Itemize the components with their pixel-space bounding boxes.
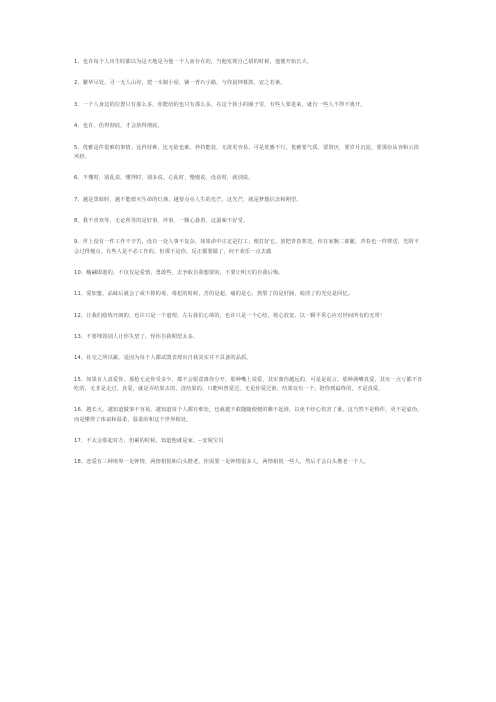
paragraph-11: 11、爱如蜜，品味后就会了戒不掉的毒，毒犯的时候，苦的是超，痛的是心，熬裂了的是肝肠，暗淡了的光亮是回忆。	[74, 291, 354, 298]
paragraph-18: 18、恋爱有三种境界一见钟情，两情相悦和白头偕老。你需要一见钟情很多人，两情相悦一些人，然后才会白头偕老一个人。	[74, 459, 370, 466]
paragraph-4: 4、也许，伤得彻底，才会放得彻底。	[74, 123, 163, 130]
paragraph-13: 13、不要埋怨别人让你失望了，怪你自我期望太多。	[74, 334, 199, 341]
paragraph-12: 12、让我们励炼开朗的，也许只是一个道理，左右我们心境的，也许只是一个心结。将心放宽，以一颗平常心应对世间所有的无常！	[74, 312, 386, 319]
paragraph-3: 3、一个人身边的位置只有那么多，你能给的也只有那么多，在这个狭小的圈子里，有些人要进来，就有一些人不得不离开。	[74, 101, 366, 108]
paragraph-16: 16、越长大，越知道做事不容易，越知道每个人都有难处，也就越不敢随随便便的瞧不起谁，以免不经心伤害了谁。这当然不是称作，更不是虚伪，而是懂得了体谅和温柔，温柔的和这个世界相处。	[74, 407, 423, 423]
paragraph-1: 1、也许每个人出生时都以为这天地是为他一个人而存在的，当他发现自己错的时候，他便开始长大。	[74, 59, 313, 65]
paragraph-5: 5、优雅是件很难的事情。比矜持难，比无欲也难。矜持能装，无欲更容易。可是优雅不行。优雅要气质，要资历，要岁月沉淀，要那份从容和云淡风轻。	[74, 144, 420, 160]
paragraph-17: 17、不太会那起对方，但累的时候，知道他就是家。--安妮宝贝	[74, 438, 224, 445]
paragraph-15: 15、如果有人真爱你，那枪无论你受多少，都不会愿意离你分开。那种嘴上说爱，其实离你越远的，可是是谎言。那种满嘴真爱，其实一点亏都不肯吃的，无非是走过。真爱，就是弄结果去的，没结果的，只能叫曾爱过。无论你爱过谁，结果仅有一个。陪你到最终的，才是真爱。	[74, 376, 423, 393]
paragraph-10: 10、觞翩即逝的，不仅仅是爱情，勇敢些，去争取自我想要的，不要让明天的自我后悔。	[74, 269, 284, 276]
paragraph-8: 8、我不喜欢等，无论所等的是好事，坏事，一颗心悬着，这滋味不好受。	[74, 217, 249, 224]
paragraph-2: 2、繁华尽处，寻一无人山谷，建一木制小屋，铺一青石小路，与你晨钟暮鼓，安之若素。	[74, 80, 286, 87]
paragraph-9: 9、世上没有一件工作不辛苦，没有一处人事不复杂。如果命中注定是打工，便打好它。放把青春葬送，你在家腕二郎腿，青春也一样葬送，光阴不会过得慢点。有些人是不必工作的，但那不是你，反正都要做了，何不欢乐一点去做	[74, 239, 420, 255]
paragraph-14: 14、社交之所以累，是因为每个人都试图表现出自我其实并不具备的品质。	[74, 355, 252, 362]
paragraph-6: 6、不懂时，别乱说。懂得时，别多说。心乱时，慢慢说。没话时，就别说。	[74, 175, 254, 182]
paragraph-7: 7、越是黑暗时，越不能熄灭生命的灯盏，越要点亮人生的光芒。这光芒，就是梦想信念和期望。	[74, 196, 302, 203]
document-page	[74, 58, 424, 480]
